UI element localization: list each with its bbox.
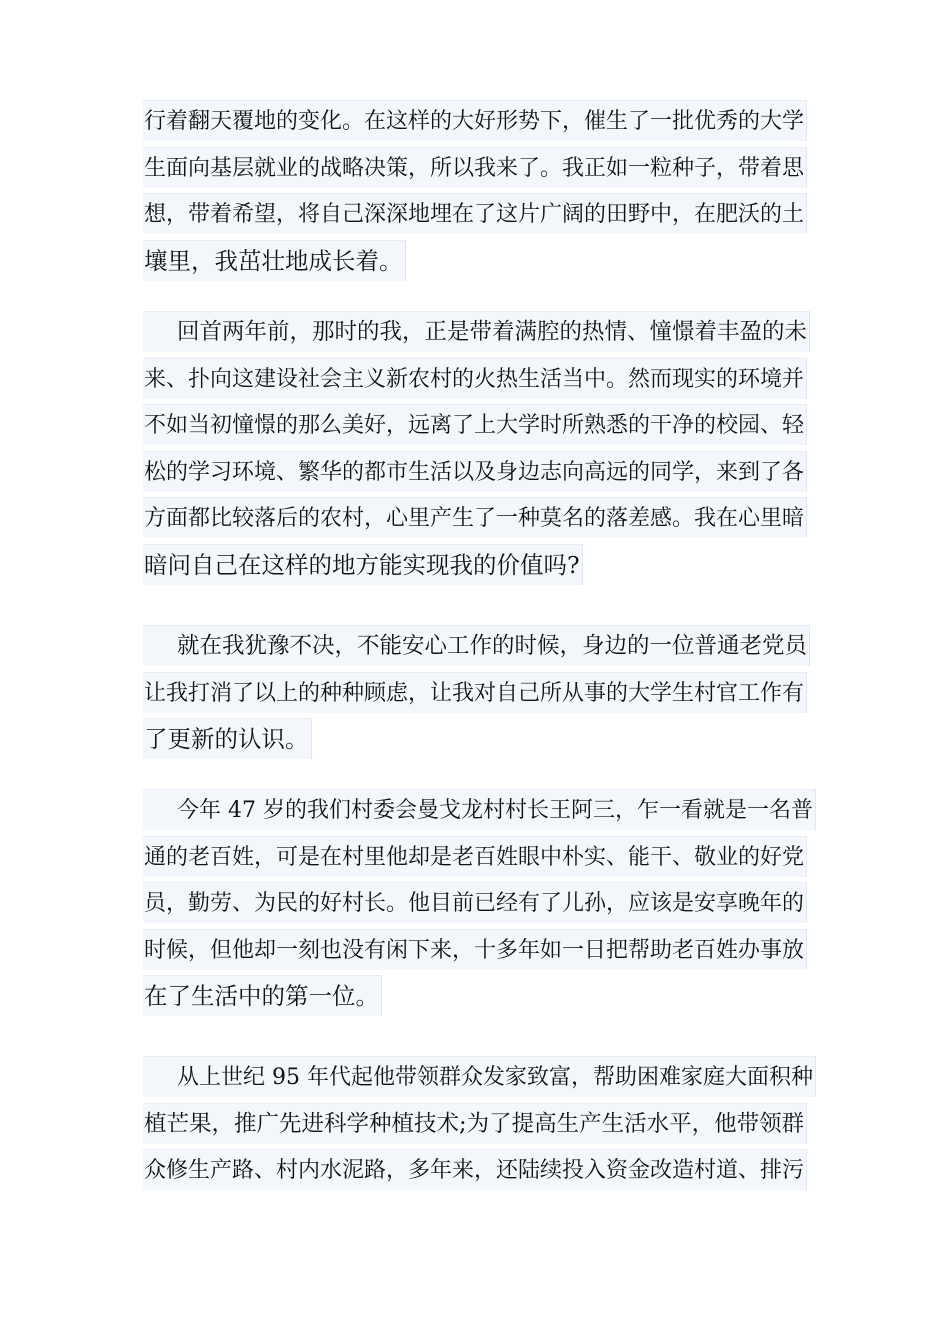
text-line: 回首两年前，那时的我，正是带着满腔的热情、憧憬着丰盈的未 (143, 311, 823, 352)
text-line: 暗问自己在这样的地方能实现我的价值吗? (143, 544, 823, 585)
paragraph-1 (143, 100, 823, 286)
text-line: 就在我犹豫不决，不能安心工作的时候，身边的一位普通老党员 (143, 625, 823, 666)
text-line: 植芒果，推广先进科学种植技术;为了提高生产生活水平，他带领群 (143, 1103, 823, 1144)
text-line: 今年 47 岁的我们村委会曼戈龙村村长王阿三，乍一看就是一名普 (143, 789, 823, 830)
text-line: 方面都比较落后的农村，心里产生了一种莫名的落差感。我在心里暗 (143, 497, 823, 538)
text-line: 时候，但他却一刻也没有闲下来，十多年如一日把帮助老百姓办事放 (143, 929, 823, 970)
text-line: 行着翻天覆地的变化。在这样的大好形势下，催生了一批优秀的大学 (143, 100, 823, 141)
paragraph-3 (143, 625, 823, 765)
text-line: 让我打消了以上的种种顾虑，让我对自己所从事的大学生村官工作有 (143, 672, 823, 713)
paragraph-5 (143, 1056, 823, 1196)
paragraph-2 (143, 311, 823, 590)
text-line: 来、扑向这建设社会主义新农村的火热生活当中。然而现实的环境并 (143, 358, 823, 399)
paragraph-4 (143, 789, 823, 1022)
text-line: 生面向基层就业的战略决策，所以我来了。我正如一粒种子，带着思 (143, 147, 823, 188)
text-line: 壤里，我茁壮地成长着。 (143, 240, 823, 281)
text-line: 想，带着希望，将自己深深地埋在了这片广阔的田野中，在肥沃的土 (143, 193, 823, 234)
text-line: 员，勤劳、为民的好村长。他目前已经有了儿孙，应该是安享晚年的 (143, 882, 823, 923)
text-line: 众修生产路、村内水泥路，多年来，还陆续投入资金改造村道、排污 (143, 1149, 823, 1190)
text-line: 不如当初憧憬的那么美好，远离了上大学时所熟悉的干净的校园、轻 (143, 404, 823, 445)
text-line: 松的学习环境、繁华的都市生活以及身边志向高远的同学，来到了各 (143, 451, 823, 492)
text-line: 通的老百姓，可是在村里他却是老百姓眼中朴实、能干、敬业的好党 (143, 836, 823, 877)
text-line: 从上世纪 95 年代起他带领群众发家致富，帮助困难家庭大面积种 (143, 1056, 823, 1097)
text-line: 了更新的认识。 (143, 718, 823, 759)
text-line: 在了生活中的第一位。 (143, 975, 823, 1016)
